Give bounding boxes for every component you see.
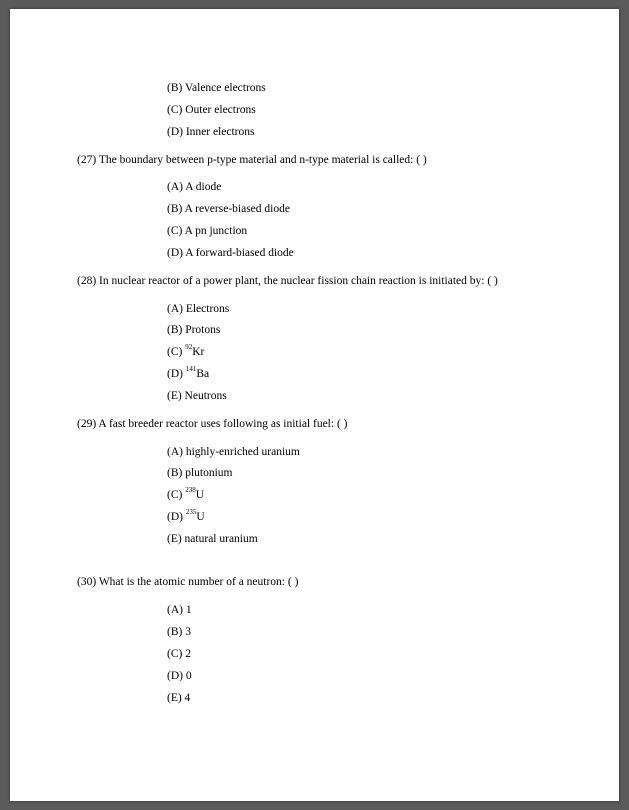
- q27-option-d: (D) A forward-biased diode: [167, 247, 294, 259]
- q27-option-a: (A) A diode: [167, 181, 222, 193]
- q28-option-d-symbol: Ba: [196, 368, 210, 380]
- q30-option-b: (B) 3: [167, 626, 191, 638]
- q27-option-c: (C) A pn junction: [167, 225, 248, 237]
- q28-option-a: (A) Electrons: [167, 303, 230, 315]
- q28-option-c: [167, 345, 204, 359]
- q29-option-d-symbol: U: [196, 511, 205, 523]
- q30-option-e: (E) 4: [167, 692, 191, 704]
- q28-option-e: (E) Neutrons: [167, 390, 227, 402]
- q29-option-c: [167, 488, 204, 502]
- q30-option-a: (A) 1: [167, 604, 192, 616]
- q29-option-d: [167, 510, 205, 524]
- q28-option-c-label: (C): [167, 346, 186, 358]
- option-c-outer: (C) Outer electrons: [167, 104, 256, 116]
- q28-option-c-mass-number: 92: [185, 343, 193, 352]
- question-27: (27) The boundary between p-type material and n-type material is called: ( ): [77, 154, 427, 166]
- question-30: (30) What is the atomic number of a neutron: ( ): [77, 576, 299, 588]
- q28-option-b: (B) Protons: [167, 324, 221, 336]
- q28-option-d: [167, 367, 209, 381]
- q30-option-d: (D) 0: [167, 670, 192, 682]
- option-b-valence: (B) Valence electrons: [167, 82, 266, 94]
- question-29: (29) A fast breeder reactor uses following as initial fuel: ( ): [77, 418, 348, 430]
- q29-option-c-mass-number: 238: [185, 486, 196, 495]
- q29-option-a: (A) highly-enriched uranium: [167, 446, 300, 458]
- q27-option-b: (B) A reverse-biased diode: [167, 203, 290, 215]
- q29-option-d-label: (D): [167, 511, 186, 523]
- option-d-inner: (D) Inner electrons: [167, 126, 255, 138]
- document-page: [10, 9, 619, 801]
- q28-option-c-symbol: Kr: [192, 346, 205, 358]
- q29-option-c-symbol: U: [195, 489, 205, 501]
- q29-option-e: (E) natural uranium: [167, 533, 258, 545]
- q29-option-c-label: (C): [167, 489, 186, 501]
- q29-option-d-mass-number: 235: [185, 508, 197, 517]
- question-28: (28) In nuclear reactor of a power plant, the nuclear fission chain reaction is initiated by: ( ): [77, 275, 498, 287]
- q30-option-c: (C) 2: [167, 648, 191, 660]
- q28-option-d-label: (D): [167, 368, 186, 380]
- q28-option-d-mass-number: 141: [185, 365, 197, 374]
- q29-option-b: (B) plutonium: [167, 467, 233, 479]
